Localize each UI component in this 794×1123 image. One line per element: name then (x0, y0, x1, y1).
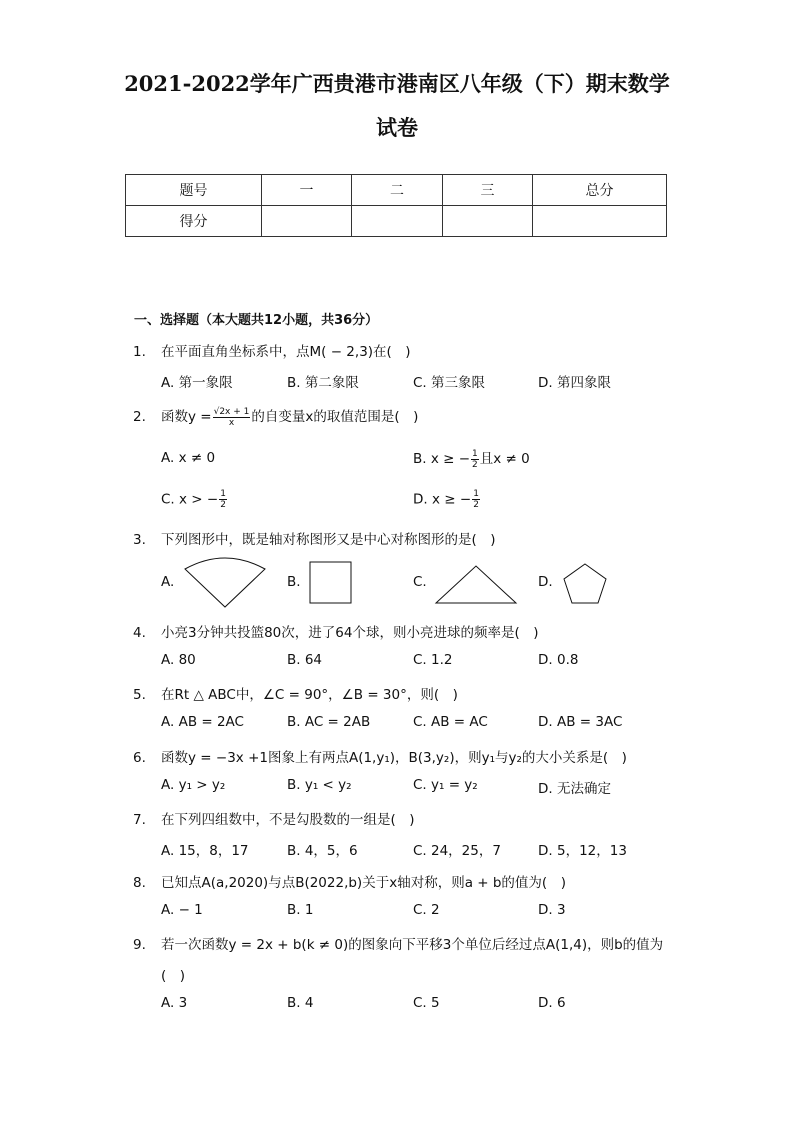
fraction-half (219, 489, 227, 510)
option-a[interactable]: A. 第一象限 (161, 375, 233, 391)
option-c[interactable]: C. AB = AC (413, 714, 488, 730)
question-text: 在下列四组数中，不是勾股数的一组是( ) (161, 812, 415, 828)
question-8 (133, 871, 566, 891)
question-number: 8. (133, 875, 146, 891)
option-a[interactable]: A. y₁ > y₂ (161, 777, 226, 793)
option-c[interactable]: C. 第三象限 (413, 375, 486, 391)
question-number: 9. (133, 937, 146, 953)
fraction-numerator: 1 (220, 489, 226, 499)
score-table (125, 174, 667, 237)
question-number: 2. (133, 409, 146, 425)
question-1 (133, 340, 411, 360)
score-table-score-row (126, 206, 667, 237)
question-text: 在平面直角坐标系中，点M( − 2,3)在( ) (161, 344, 411, 360)
question-text-pre: 函数y = (161, 409, 212, 425)
section-title: 一、选择题（本大题共12小题，共36分） (134, 313, 379, 328)
score-cell[interactable] (443, 206, 533, 237)
question-text-post: 的自变量x的取值范围是( ) (251, 409, 419, 425)
question-4 (133, 621, 538, 641)
fraction-half (471, 449, 479, 470)
option-c[interactable]: C. 5 (413, 995, 440, 1011)
option-c[interactable]: C. (413, 574, 427, 590)
question-5 (133, 683, 458, 703)
option-c-text: C. x > − (161, 491, 219, 508)
question-text: 在Rt △ ABC中，∠C = 90°，∠B = 30°，则( ) (161, 687, 458, 703)
option-a[interactable]: A. 15，8，17 (161, 843, 249, 859)
question-text: 若一次函数y = 2x + b(k ≠ 0)的图象向下平移3个单位后经过点A(1,4)，则b的值为 (161, 937, 664, 953)
score-table-header-row (126, 175, 667, 206)
fraction-denominator: 2 (472, 459, 478, 470)
option-d[interactable] (413, 489, 481, 510)
option-b[interactable]: B. (287, 574, 301, 590)
option-a[interactable]: A. x ≠ 0 (161, 450, 216, 466)
option-d[interactable]: D. 无法确定 (538, 781, 611, 797)
question-text: 下列图形中，既是轴对称图形又是中心对称图形的是( ) (161, 532, 496, 548)
fraction-denominator: 2 (220, 500, 226, 510)
question-text: 小亮3分钟共投篮80次，进了64个球，则小亮进球的频率是( ) (161, 625, 539, 641)
option-b-text: B. x ≥ − (413, 451, 471, 467)
option-d[interactable]: D. 5，12，13 (538, 843, 627, 859)
question-number: 6. (133, 750, 146, 766)
score-cell[interactable] (533, 206, 667, 237)
question-number: 3. (133, 532, 146, 548)
option-c[interactable] (161, 489, 228, 510)
question-6 (133, 746, 627, 766)
option-a[interactable]: A. AB = 2AC (161, 714, 244, 730)
option-b-tail: 且x ≠ 0 (479, 451, 530, 467)
option-b[interactable]: B. y₁ < y₂ (287, 777, 352, 793)
option-d[interactable]: D. 0.8 (538, 652, 579, 668)
row-label: 得分 (126, 206, 262, 237)
sector-shape-icon (180, 555, 270, 611)
option-a[interactable]: A. 80 (161, 652, 196, 668)
score-cell[interactable] (352, 206, 443, 237)
option-b[interactable]: B. AC = 2AB (287, 714, 371, 730)
option-d[interactable]: D. (538, 574, 553, 590)
pentagon-shape-icon (560, 561, 610, 607)
option-b[interactable] (413, 447, 530, 470)
triangle-shape-icon (432, 563, 520, 607)
question-number: 4. (133, 625, 146, 641)
question-number: 5. (133, 687, 146, 703)
fraction-denominator: 2 (473, 500, 479, 510)
option-a[interactable]: A. − 1 (161, 902, 203, 918)
title-line-2: 试卷 (376, 115, 418, 140)
question-number: 1. (133, 344, 146, 360)
score-cell[interactable] (262, 206, 352, 237)
fraction-numerator: 1 (473, 489, 479, 499)
fraction-numerator: 1 (472, 448, 478, 459)
option-c[interactable]: C. y₁ = y₂ (413, 777, 478, 793)
option-b[interactable]: B. 4，5，6 (287, 843, 358, 859)
question-2 (133, 405, 418, 428)
fraction-half (472, 489, 480, 510)
option-a[interactable]: A. 3 (161, 995, 188, 1011)
option-c[interactable]: C. 1.2 (413, 652, 453, 668)
option-d[interactable]: D. AB = 3AC (538, 714, 623, 730)
header-cell: 一 (262, 175, 352, 206)
question-text: 函数y = −3x +1图象上有两点A(1,y₁)，B(3,y₂)，则y₁与y₂的大小关系是( ) (161, 750, 627, 766)
question-number: 7. (133, 812, 146, 828)
option-c[interactable]: C. 2 (413, 902, 440, 918)
question-text: 已知点A(a,2020)与点B(2022,b)关于x轴对称，则a + b的值为( ) (161, 875, 566, 891)
header-cell: 二 (352, 175, 443, 206)
option-c[interactable]: C. 24，25，7 (413, 843, 501, 859)
option-a[interactable]: A. (161, 574, 175, 590)
question-9 (133, 933, 663, 953)
fraction-numerator: √2x + 1 (213, 406, 250, 417)
option-b[interactable]: B. 1 (287, 902, 314, 918)
option-b[interactable]: B. 64 (287, 652, 323, 668)
square-shape-icon (308, 560, 354, 606)
header-cell: 总分 (533, 175, 667, 206)
fraction-denominator: x (228, 417, 235, 428)
option-b[interactable]: B. 4 (287, 995, 314, 1011)
fraction (213, 407, 251, 428)
question-9-continued: ( ) (161, 968, 186, 984)
question-3 (133, 528, 496, 548)
option-d[interactable]: D. 3 (538, 902, 566, 918)
title-line-1: 2021-2022学年广西贵港市港南区八年级（下）期末数学 (124, 71, 670, 96)
option-d[interactable]: D. 第四象限 (538, 375, 611, 391)
option-d[interactable]: D. 6 (538, 995, 566, 1011)
option-d-text: D. x ≥ − (413, 491, 472, 508)
header-cell: 三 (443, 175, 533, 206)
question-7 (133, 808, 415, 828)
option-b[interactable]: B. 第二象限 (287, 375, 359, 391)
header-cell: 题号 (126, 175, 262, 206)
